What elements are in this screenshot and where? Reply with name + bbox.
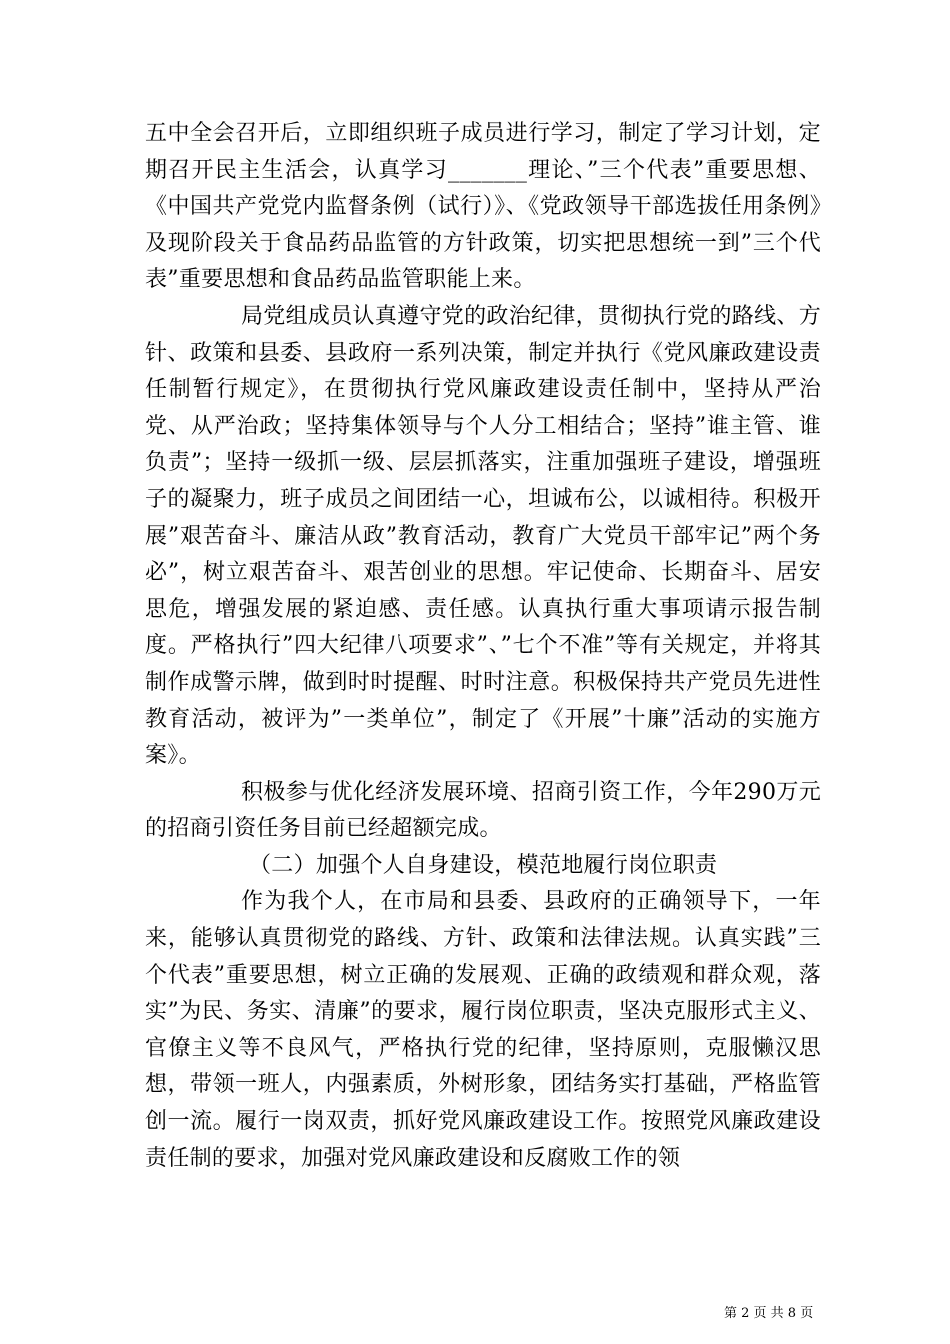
document-body	[145, 116, 821, 1177]
paragraph-personal: 作为我个人，在市局和县委、县政府的正确领导下，一年来，能够认真贯彻党的路线、方针、政策和法律法规。认真实践”三个代表”重要思想，树立正确的发展观、正确的政绩观和群众观，落实”为民、务实、清廉”的要求，履行岗位职责，坚决克服形式主义、官僚主义等不良风气，严格执行党的纪律，坚持原则，克服懒汉思想，带领一班人，内强素质，外树形象，团结务实打基础，严格监管创一流。履行一岗双责，抓好党风廉政建设工作。按照党风廉政建设责任制的要求，加强对党风廉政建设和反腐败工作的领	[145, 889, 821, 1171]
paragraph-study: 五中全会召开后，立即组织班子成员进行学习，制定了学习计划，定期召开民主生活会，认真学习_______理论、”三个代表”重要思想、《中国共产党党内监督条例（试行）》、《党政领导干部选拔任用条例》及现阶段关于食品药品监管的方针政策，切实把思想统一到”三个代表”重要思想和食品药品监管职能上来。	[145, 121, 821, 293]
paragraph-investment: 积极参与优化经济发展环境、招商引资工作，今年290万元的招商引资任务目前已经超额完成。	[145, 779, 821, 842]
paragraph-party-discipline: 局党组成员认真遵守党的政治纪律，贯彻执行党的路线、方针、政策和县委、县政府一系列决策，制定并执行《党风廉政建设责任制暂行规定》，在贯彻执行党风廉政建设责任制中，坚持从严治党、从严治政；坚持集体领导与个人分工相结合；坚持”谁主管、谁负责”；坚持一级抓一级、层层抓落实，注重加强班子建设，增强班子的凝聚力，班子成员之间团结一心，坦诚布公，以诚相待。积极开展”艰苦奋斗、廉洁从政”教育活动，教育广大党员干部牢记”两个务必”，树立艰苦奋斗、艰苦创业的思想。牢记使命、长期奋斗、居安思危，增强发展的紧迫感、责任感。认真执行重大事项请示报告制度。严格执行”四大纪律八项要求”、”七个不准”等有关规定，并将其制作成警示牌，做到时时提醒、时时注意。积极保持共产党员先进性教育活动，被评为”一类单位”，制定了《开展”十廉”活动的实施方案》。	[145, 303, 821, 769]
page-number: 第 2 页 共 8 页	[724, 1306, 814, 1321]
section-heading: （二）加强个人自身建设，模范地履行岗位职责	[249, 852, 718, 878]
